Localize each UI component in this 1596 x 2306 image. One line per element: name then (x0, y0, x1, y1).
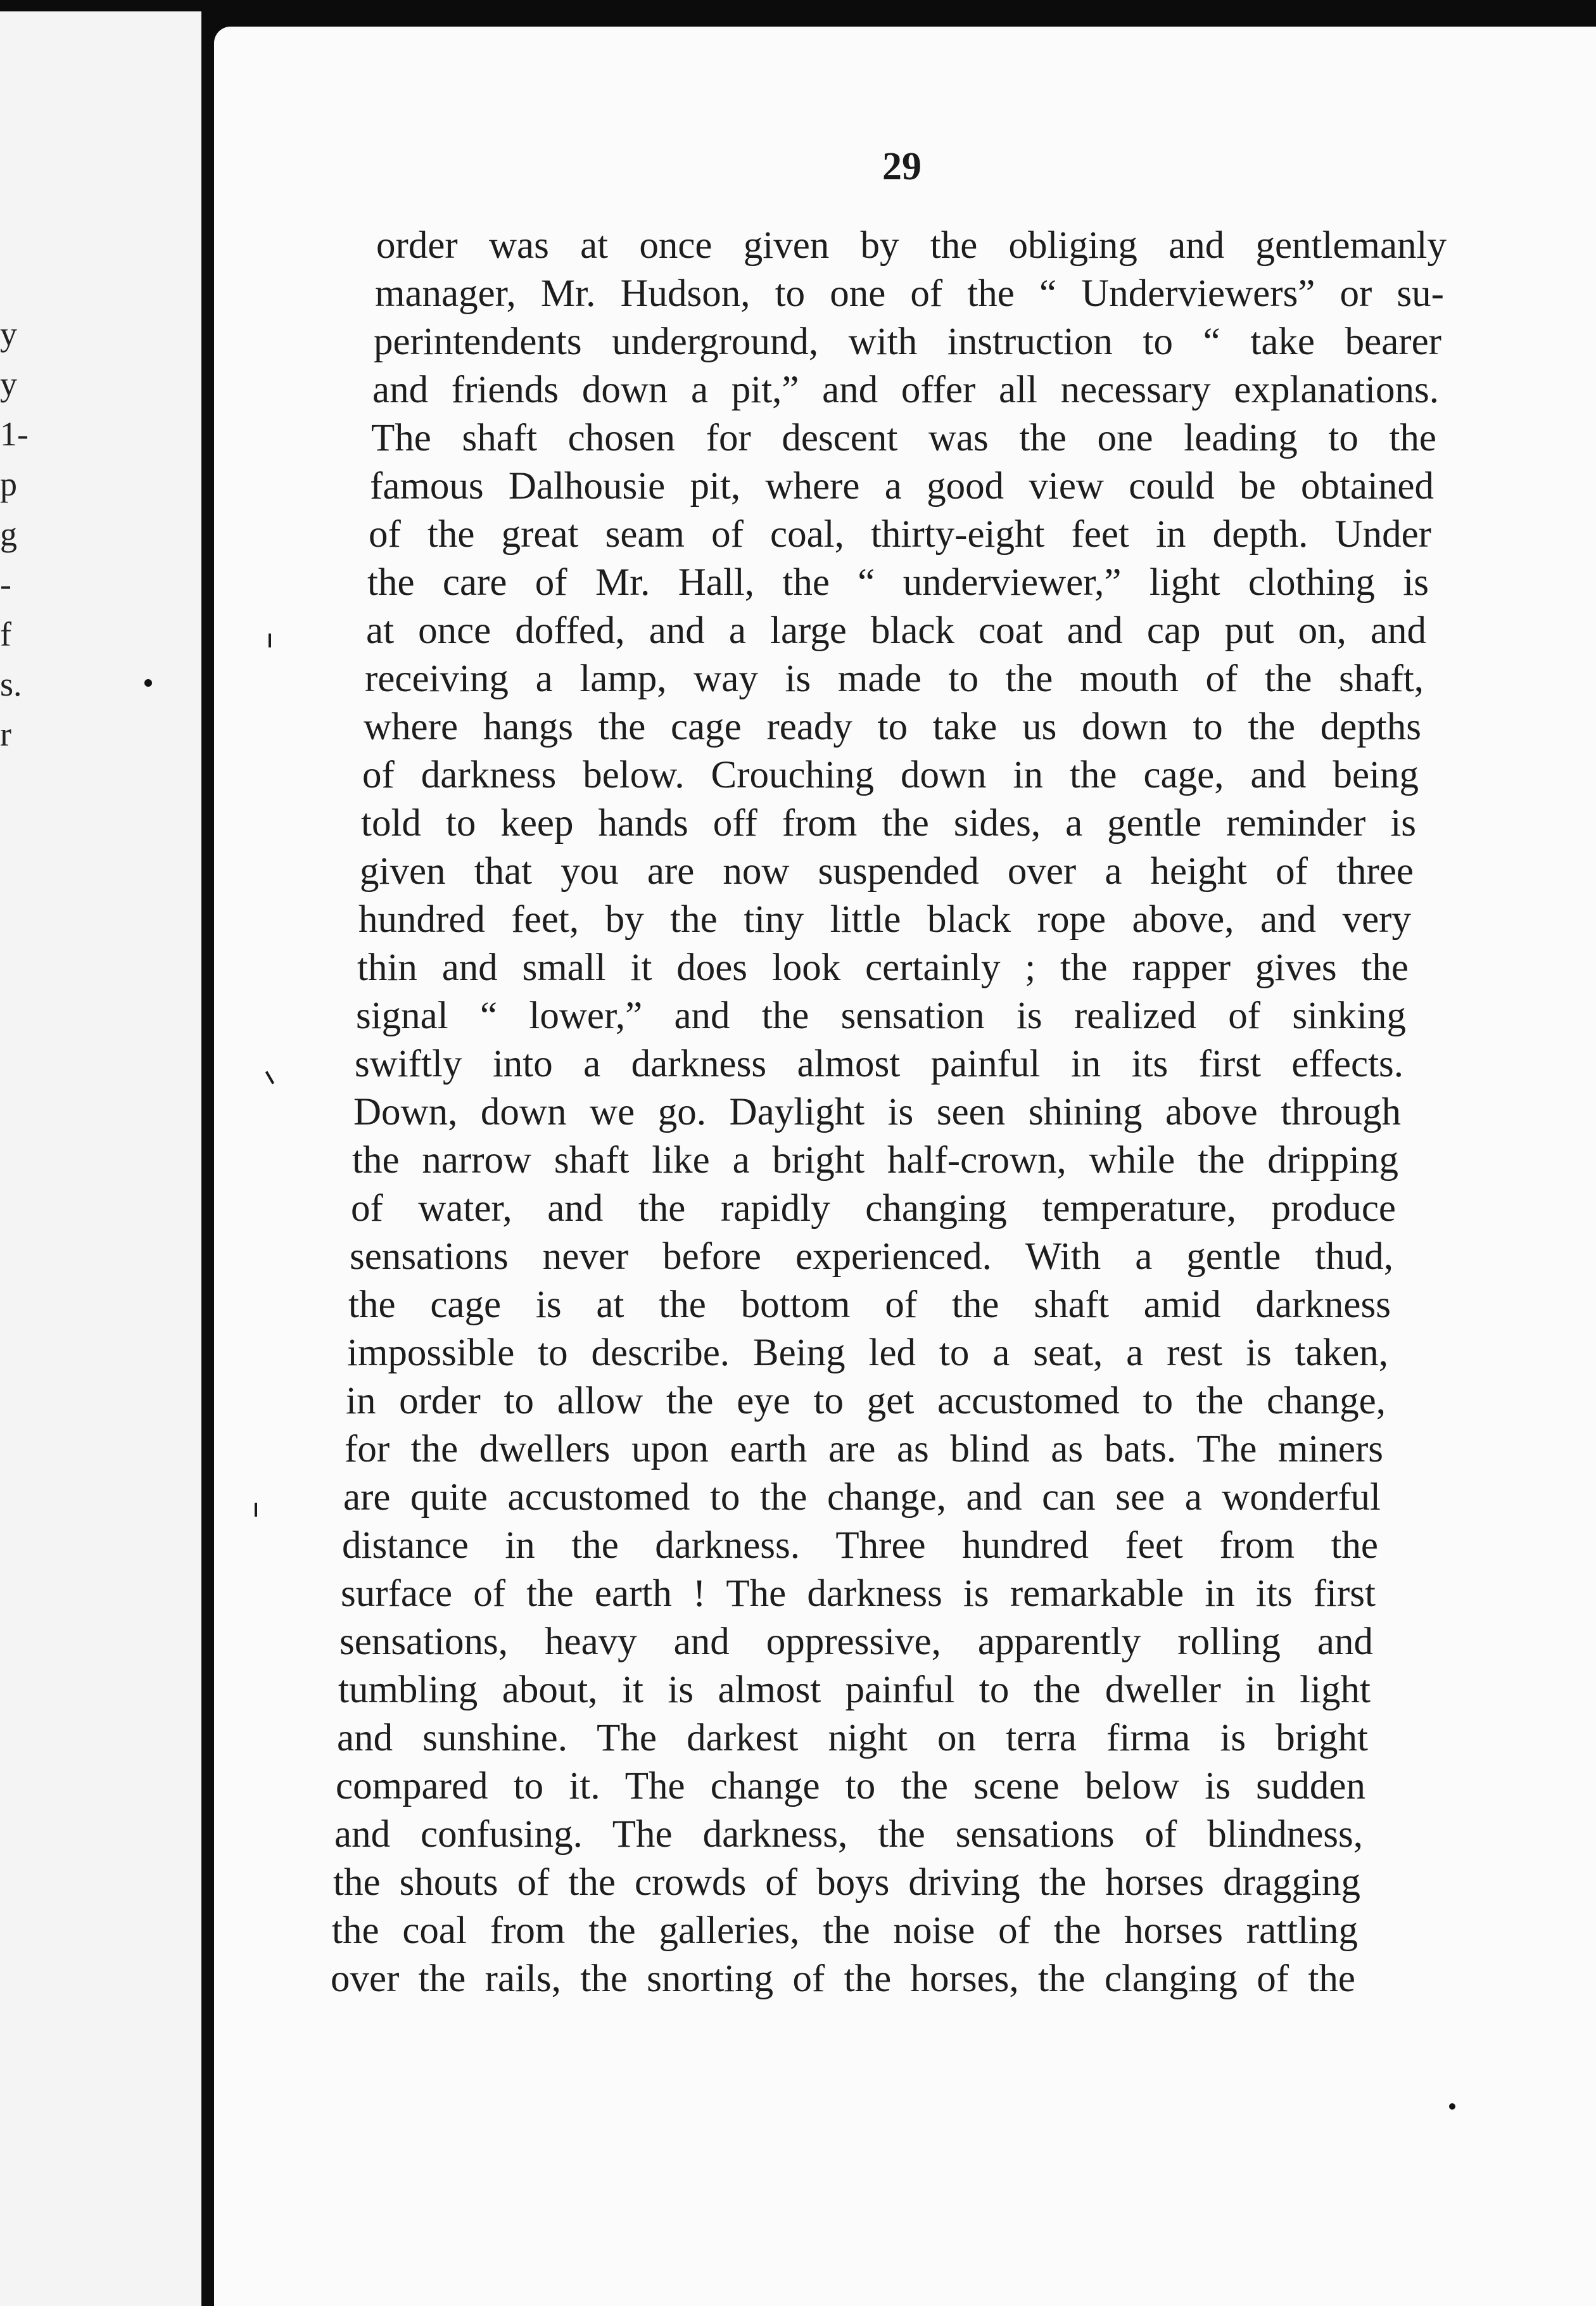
text-line: swiftly into a darkness almost painful in its first effects. (355, 1043, 1403, 1085)
margin-mark (269, 634, 271, 647)
margin-speck (144, 679, 152, 687)
text-line: are quite accustomed to the change, and can see a wonderful (343, 1476, 1381, 1519)
text-line: of the great seam of coal, thirty-eight feet in depth. Under (369, 513, 1431, 556)
left-fragment: p (0, 465, 17, 503)
text-line: over the rails, the snorting of the horses, the clanging of the (331, 1958, 1355, 2000)
text-line: sensations, heavy and oppressive, apparently rolling and (339, 1621, 1373, 1663)
text-line: sensations never before experienced. With a gentle thud, (350, 1235, 1393, 1278)
text-line: in order to allow the eye to get accustomed to the change, (346, 1380, 1386, 1422)
left-page-edge (0, 11, 201, 2306)
left-fragment: - (0, 565, 11, 603)
left-fragment: y (0, 315, 17, 353)
page-body-text (331, 222, 1447, 2003)
text-line: and confusing. The darkness, the sensations of blindness, (334, 1813, 1363, 1856)
text-line: for the dwellers upon earth are as blind as bats. The miners (345, 1428, 1383, 1470)
text-line: told to keep hands off from the sides, a gentle reminder is (361, 802, 1416, 844)
text-line: at once doffed, and a large black coat and cap put on, and (366, 609, 1426, 652)
text-line: perintendents underground, with instruction to “ take bearer (374, 321, 1441, 363)
margin-speck (1449, 2103, 1455, 2110)
text-line: manager, Mr. Hudson, to one of the “ Underviewers” or su- (375, 272, 1444, 315)
text-line: order was at once given by the obliging and gentlemanly (376, 224, 1447, 267)
text-line: thin and small it does look certainly ; the rapper gives the (357, 946, 1409, 989)
text-line: signal “ lower,” and the sensation is realized of sinking (356, 995, 1406, 1037)
text-line: Down, down we go. Daylight is seen shining above through (353, 1091, 1401, 1133)
text-line: hundred feet, by the tiny little black rope above, and very (358, 898, 1411, 941)
text-line: the coal from the galleries, the noise of the horses rattling (332, 1909, 1358, 1952)
left-fragment: y (0, 365, 17, 403)
left-fragment: 1- (0, 415, 28, 453)
margin-mark (255, 1503, 257, 1517)
text-line: receiving a lamp, way is made to the mouth of the shaft, (365, 658, 1424, 700)
left-fragment: g (0, 515, 17, 553)
left-fragment: r (0, 715, 11, 753)
text-line: where hangs the cage ready to take us down to the depths (364, 706, 1421, 748)
text-line: tumbling about, it is almost painful to the dweller in light (338, 1669, 1371, 1711)
text-line: the care of Mr. Hall, the “ underviewer,” light clothing is (367, 561, 1429, 604)
left-page-text-fragments (0, 309, 28, 760)
text-line: of water, and the rapidly changing temperature, produce (351, 1187, 1396, 1230)
text-line: The shaft chosen for descent was the one leading to the (371, 417, 1436, 459)
text-line: and sunshine. The darkest night on terra firma is bright (337, 1717, 1368, 1759)
text-line: surface of the earth ! The darkness is remarkable in its first (341, 1572, 1376, 1615)
text-line: distance in the darkness. Three hundred feet from the (342, 1524, 1378, 1567)
text-line: compared to it. The change to the scene below is sudden (336, 1765, 1365, 1807)
text-line: and friends down a pit,” and offer all necessary explanations. (372, 369, 1439, 411)
page-number: 29 (882, 145, 922, 188)
text-line: the cage is at the bottom of the shaft amid darkness (348, 1284, 1391, 1326)
left-fragment: f (0, 615, 11, 653)
text-line: famous Dalhousie pit, where a good view could be obtained (370, 465, 1434, 507)
left-fragment: s. (0, 665, 22, 703)
text-line: the shouts of the crowds of boys driving the horses dragging (333, 1861, 1360, 1904)
text-line: the narrow shaft like a bright half-crown, while the dripping (352, 1139, 1398, 1182)
text-line: given that you are now suspended over a height of three (360, 850, 1414, 893)
text-line: impossible to describe. Being led to a seat, a rest is taken, (347, 1332, 1388, 1374)
text-line: of darkness below. Crouching down in the cage, and being (362, 754, 1419, 796)
